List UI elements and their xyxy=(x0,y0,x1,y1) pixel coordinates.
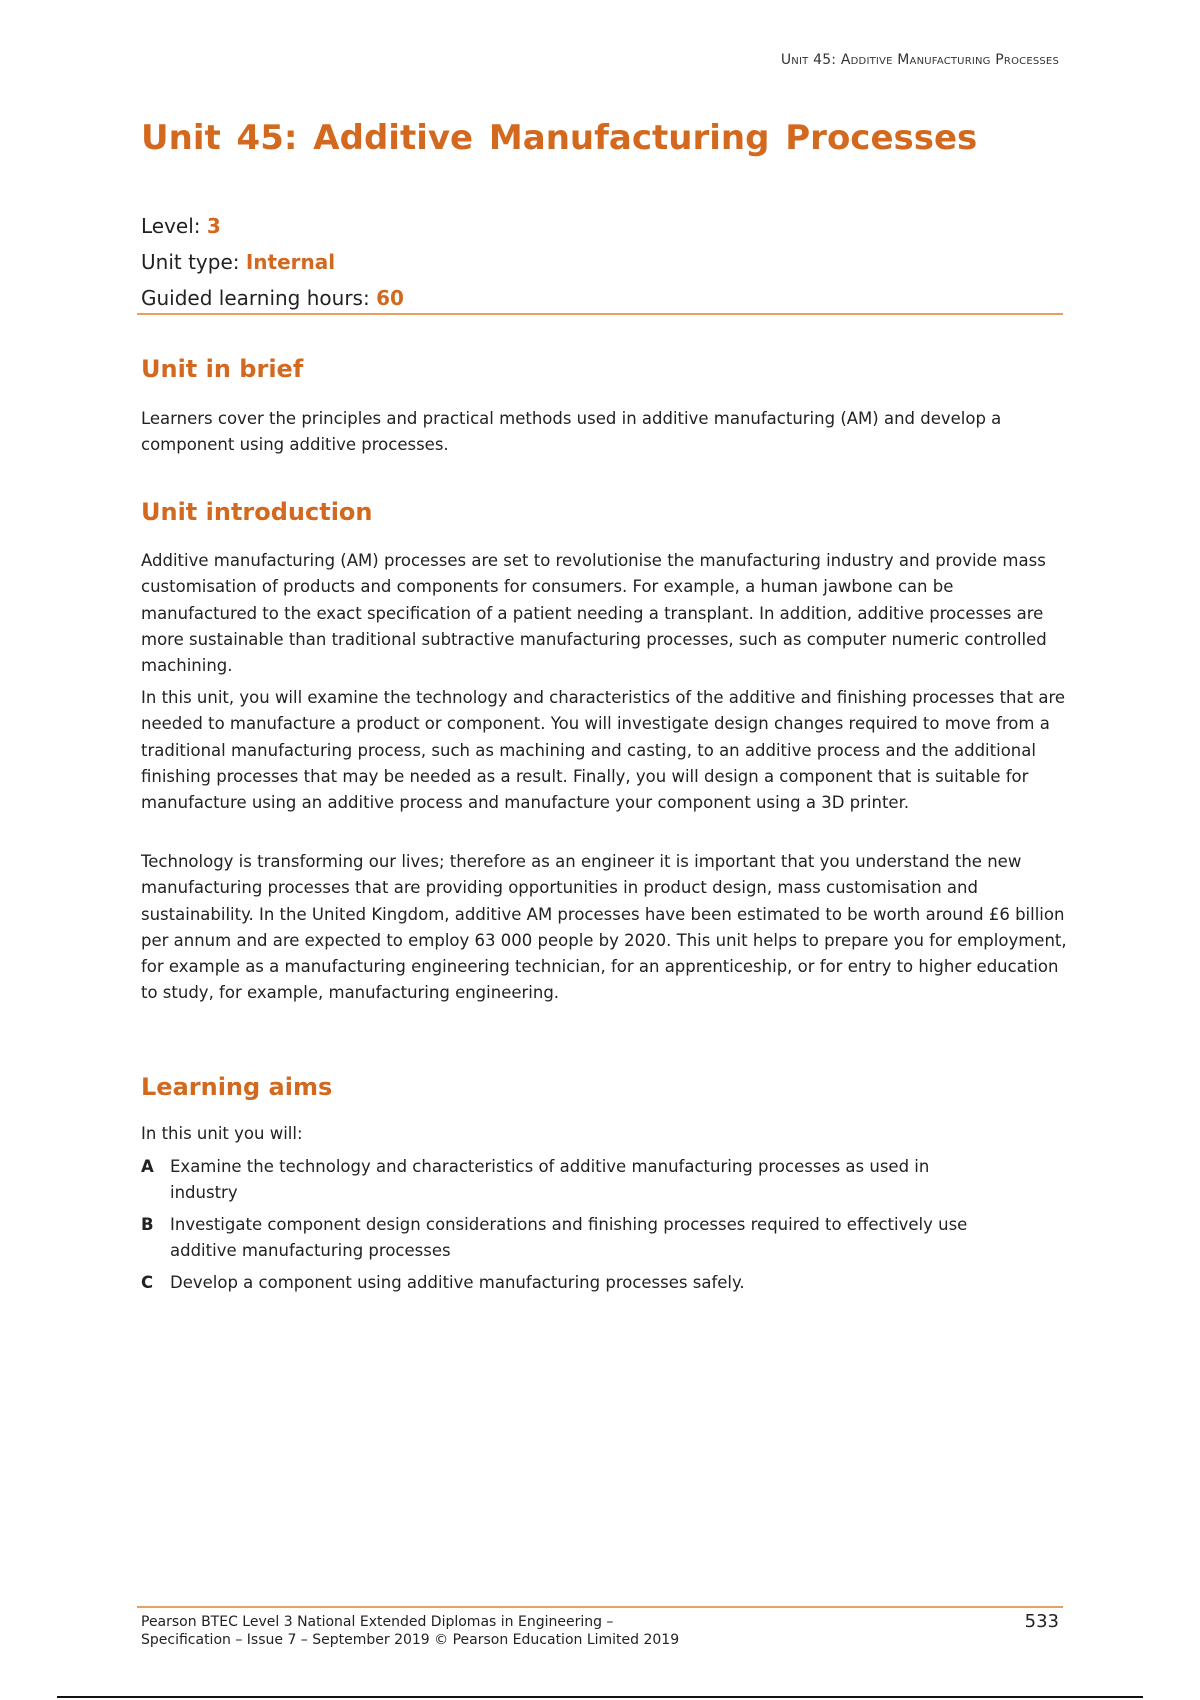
level-row xyxy=(141,208,404,244)
level-label: Level: xyxy=(141,214,207,238)
page-title: Unit 45: Additive Manufacturing Processes xyxy=(141,118,978,158)
glh-label: Guided learning hours: xyxy=(141,286,377,310)
aim-text: Investigate component design considerations and finishing processes required to effectively use additive manufacturing processes xyxy=(170,1215,968,1260)
glh-value: 60 xyxy=(376,286,404,310)
glh-row xyxy=(141,280,404,316)
unit-type-label: Unit type: xyxy=(141,250,246,274)
footer-text xyxy=(141,1613,679,1649)
learning-aim-item xyxy=(141,1212,1041,1264)
aim-letter: B xyxy=(141,1215,154,1234)
page-number: 533 xyxy=(1024,1611,1059,1632)
meta-divider xyxy=(137,313,1063,315)
aims-lead: In this unit you will: xyxy=(141,1124,303,1143)
intro-paragraph-2: In this unit, you will examine the technology and characteristics of the additive and finishing processes that are needed to manufacture a product or component. You will investigate design changes required to move from a traditional manufacturing process, such as machining and casting, to an additive process and the additional finishing processes that may be needed as a result. Finally, you will design a component that is suitable for manufacture using an additive process and manufacture your component using a 3D printer. xyxy=(141,688,1066,813)
page-bottom-divider xyxy=(57,1696,1143,1698)
brief-text: Learners cover the principles and practical methods used in additive manufacturing (AM) and develop a component using additive processes. xyxy=(141,409,1002,455)
aim-text: Develop a component using additive manufacturing processes safely. xyxy=(170,1273,745,1292)
intro-paragraph-1: Additive manufacturing (AM) processes are set to revolutionise the manufacturing industry and provide mass customisation of products and components for consumers. For example, a human jawbone can be manufactured to the exact specification of a patient needing a transplant. In addition, additive processes are more sustainable than traditional subtractive manufacturing processes, such as computer numeric controlled machining. xyxy=(141,551,1047,676)
learning-aims-list xyxy=(141,1154,1041,1302)
aim-letter: A xyxy=(141,1157,154,1176)
unit-type-value: Internal xyxy=(245,250,336,274)
aim-letter: C xyxy=(141,1273,154,1292)
aim-text: Examine the technology and characteristics of additive manufacturing processes as used in industry xyxy=(170,1157,930,1202)
intro-heading: Unit introduction xyxy=(141,498,373,526)
footer-line-1: Pearson BTEC Level 3 National Extended Diplomas in Engineering – xyxy=(141,1614,614,1630)
footer-line-2: Specification – Issue 7 – September 2019 © Pearson Education Limited 2019 xyxy=(141,1632,680,1648)
learning-aim-item xyxy=(141,1270,1041,1296)
footer-divider xyxy=(137,1606,1063,1608)
intro-paragraph-3: Technology is transforming our lives; therefore as an engineer it is important that you understand the new manufacturing processes that are providing opportunities in product design, mass customisation and sustainability. In the United Kingdom, additive AM processes have been estimated to be worth around £6 billion per annum and are expected to employ 63 000 people by 2020. This unit helps to prepare you for employment, for example as a manufacturing engineering technician, for an apprenticeship, or for entry to higher education to study, for example, manufacturing engineering. xyxy=(141,852,1067,1003)
aims-heading: Learning aims xyxy=(141,1073,333,1101)
brief-heading: Unit in brief xyxy=(141,355,304,383)
unit-type-row xyxy=(141,244,404,280)
running-header: Unit 45: Additive Manufacturing Processes xyxy=(780,52,1059,68)
learning-aim-item xyxy=(141,1154,1041,1206)
level-value: 3 xyxy=(206,214,221,238)
unit-meta xyxy=(141,208,404,316)
